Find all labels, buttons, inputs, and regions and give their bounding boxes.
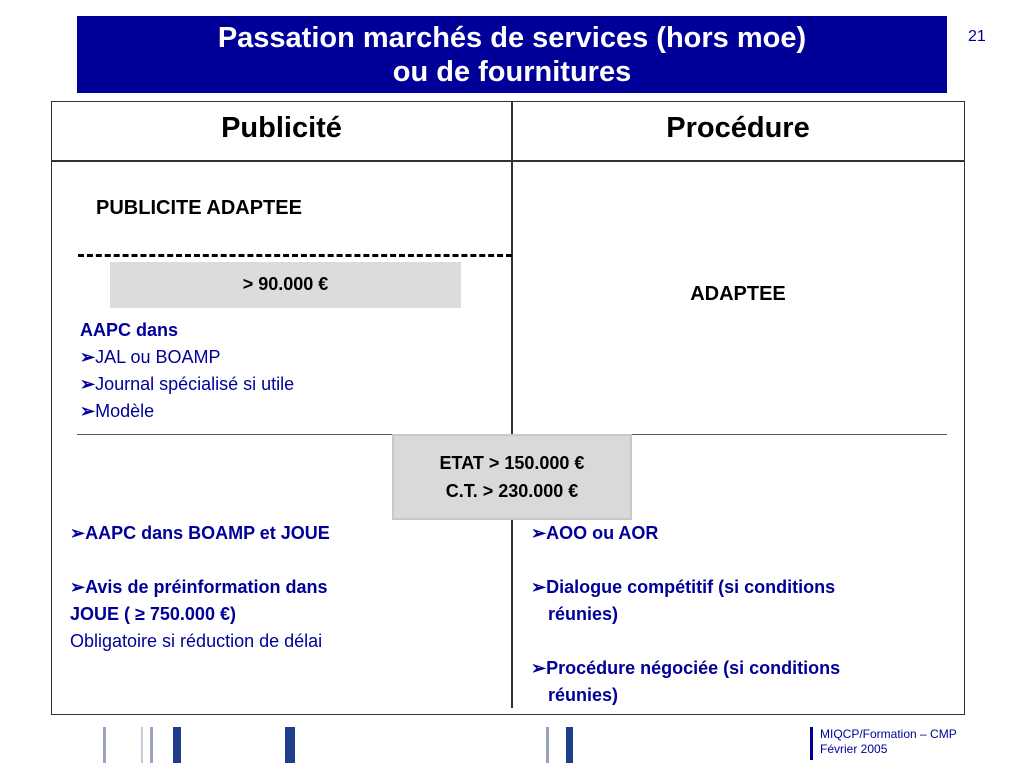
arrow-bullet-icon: ➢ — [80, 374, 96, 394]
threshold-ct: C.T. > 230.000 € — [445, 481, 579, 501]
column-header-procedure: Procédure — [666, 112, 810, 144]
footer-line-1: MIQCP/Formation – CMP — [820, 727, 957, 741]
dashed-separator — [78, 254, 512, 257]
list-item: ➢JAL ou BOAMP — [80, 347, 221, 367]
arrow-bullet-icon: ➢ — [70, 523, 86, 543]
procedure-adaptee: ADAPTEE — [690, 283, 786, 305]
decorative-bar — [141, 727, 143, 763]
decorative-bar — [103, 727, 106, 763]
aapc-list — [80, 317, 294, 425]
row2-publicite — [70, 520, 510, 655]
list-item: ➢Modèle — [80, 401, 155, 421]
list-item: ➢Procédure négociée (si conditions — [531, 658, 841, 678]
list-item-continuation: réunies) — [548, 604, 619, 624]
title-line-1: Passation marchés de services (hors moe) — [217, 21, 807, 54]
title-line-2: ou de fournitures — [392, 55, 632, 88]
list-item-continuation: réunies) — [548, 685, 619, 705]
list-item: ➢Avis de préinformation dans — [70, 577, 328, 597]
arrow-bullet-icon: ➢ — [80, 347, 96, 367]
decorative-bar — [173, 727, 181, 763]
page-number: 21 — [968, 28, 986, 45]
header-divider — [52, 160, 964, 162]
arrow-bullet-icon: ➢ — [70, 577, 86, 597]
list-item-continuation: JOUE ( ≥ 750.000 €) — [70, 604, 236, 624]
threshold-90000: > 90.000 € — [110, 262, 461, 308]
list-item: ➢AAPC dans BOAMP et JOUE — [70, 523, 330, 543]
footer-accent-bar — [810, 727, 813, 760]
threshold-etat-ct — [392, 434, 632, 520]
list-item: ➢Journal spécialisé si utile — [80, 374, 295, 394]
footer — [820, 727, 957, 757]
arrow-bullet-icon: ➢ — [531, 658, 547, 678]
decorative-bar — [285, 727, 295, 763]
threshold-etat: ETAT > 150.000 € — [439, 453, 585, 473]
arrow-bullet-icon: ➢ — [80, 401, 96, 421]
decorative-bar — [546, 727, 549, 763]
footer-line-2: Février 2005 — [820, 742, 888, 756]
decorative-bar — [566, 727, 573, 763]
slide-title — [77, 16, 947, 93]
publicite-adaptee-heading: PUBLICITE ADAPTEE — [96, 197, 302, 219]
note-text: Obligatoire si réduction de délai — [70, 631, 323, 651]
arrow-bullet-icon: ➢ — [531, 577, 547, 597]
aapc-title: AAPC dans — [80, 320, 179, 340]
column-header-publicite: Publicité — [221, 112, 342, 144]
decorative-bar — [150, 727, 153, 763]
row2-procedure — [531, 520, 951, 709]
arrow-bullet-icon: ➢ — [531, 523, 547, 543]
column-divider — [511, 520, 513, 708]
list-item: ➢Dialogue compétitif (si conditions — [531, 577, 836, 597]
list-item: ➢AOO ou AOR — [531, 523, 659, 543]
